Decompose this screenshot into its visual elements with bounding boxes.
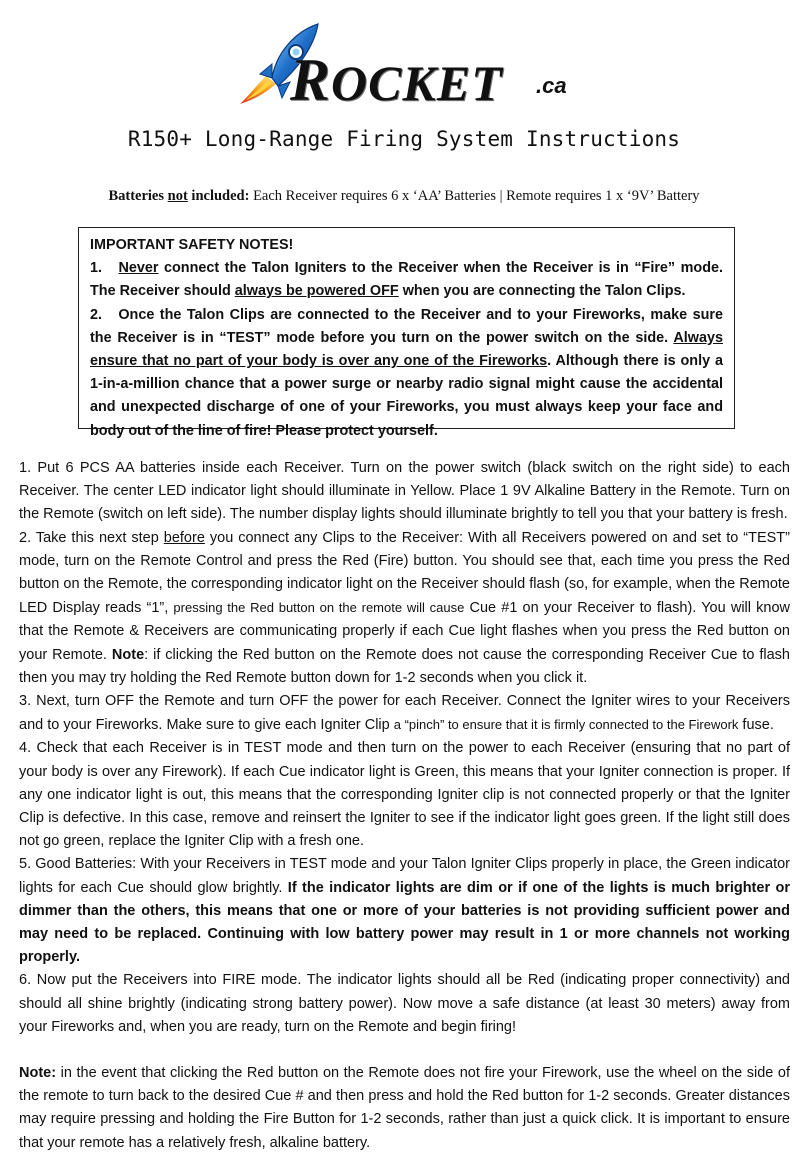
logo-wordmark: ROCKET [290,47,503,113]
safety-item-2: 2. Once the Talon Clips are connected to the Receiver and to your Fireworks, make sure the Receiver is in “TEST” mode before you turn on the power switch on the side. Always ensure that no part of your body is over any one of the Fireworks. Although there is only a 1-in-a-million chance that a power surge or nearby radio signal might cause the accidental and unexpected discharge of one of your Fireworks, you must always keep your face and body out of the line of fire! Please protect yourself. [90,306,724,439]
step-3: 3. Next, turn OFF the Remote and turn OFF the power for each Receiver. Connect the Igniter wires to your Receivers and to your Fireworks. Make sure to give each Igniter Clip a “pinch” to ensure that it is firmly connected to the Firework fuse. [19,693,790,734]
instructions-body [19,457,790,1155]
rocket-logo [232,20,582,113]
step-5: 5. Good Batteries: With your Receivers in TEST mode and your Talon Igniter Clips properly in place, the Green indicator lights for each Cue should glow brightly. If the indicator lights are dim or if one of the lights is much brighter or dimmer than the others, this means that one or more of your batteries is not providing sufficient power and may need to be replaced. Continuing with low battery power may result in 1 or more channels not working properly. [19,856,790,966]
step-6: 6. Now put the Receivers into FIRE mode. The indicator lights should all be Red (indicating proper connectivity) and should all shine brightly (indicating strong battery power). Now move a safe distance (at least 30 meters) away from your Fireworks and, when you are ready, turn on the Remote and begin firing! [19,972,790,1035]
page-title: R150+ Long-Range Firing System Instructions [127,127,681,151]
step-2: 2. Take this next step before you connect any Clips to the Receiver: With all Receivers powered on and set to “TEST” mode, turn on the Remote Control and press the Red (Fire) button. You should see that, each time you press the Red button on the Remote, the corresponding indicator light on the Receiver should flash (so, for example, when the Remote LED Display reads “1”, pressing the Red button on the remote will cause Cue #1 on your Receiver to flash). You will know that the Remote & Receivers are communicating properly if each Cue light flashes when you press the Red button on your Remote. Note: if clicking the Red button on the Remote does not cause the corresponding Receiver Cue to flash then you may try holding the Red Remote button down for 1-2 seconds when you click it. [19,529,790,686]
paragraph-gap [19,1039,790,1062]
safety-heading: IMPORTANT SAFETY NOTES! [90,237,294,253]
step-1: 1. Put 6 PCS AA batteries inside each Receiver. Turn on the power switch (black switch on the right side) to each Receiver. The center LED indicator light should illuminate in Yellow. Place 1 9V Alkaline Battery in the Remote. Turn on the Remote (switch on left side). The number display lights should illuminate brightly to tell you that your battery is fresh. [19,460,790,523]
safety-notes-box [78,227,735,439]
safety-item-1: 1. Never connect the Talon Igniters to the Receiver when the Receiver is in “Fire” mode. The Receiver should always be powered OFF when you are connecting the Talon Clips. [90,260,724,300]
step-4: 4. Check that each Receiver is in TEST mode and then turn on the power to each Receiver (ensuring that no part of your body is over any Firework). If each Cue indicator light is Green, this means that your Igniter connection is proper. If any one indicator light is out, this means that the corresponding Igniter clip is not connected properly or that the Igniter Clip is defective. In this case, remove and reinsert the Igniter to see if the indicator light goes green. If the light still does not go green, replace the Igniter Clip with a fresh one. [19,740,790,850]
logo-domain-suffix: .ca [536,73,567,98]
batteries-note: Batteries not included: Each Receiver requires 6 x ‘AA’ Batteries | Remote requires 1 x ‘9V’ Battery [108,188,700,204]
final-note: Note: in the event that clicking the Red button on the Remote does not fire your Firework, use the wheel on the side of the remote to turn back to the desired Cue # and then press and hold the Red button for 1-2 seconds. Greater distances may require pressing and holding the Fire Button for 1-2 seconds, rather than just a quick click. It is important to ensure that your remote has a relatively fresh, alkaline battery. [19,1065,790,1151]
